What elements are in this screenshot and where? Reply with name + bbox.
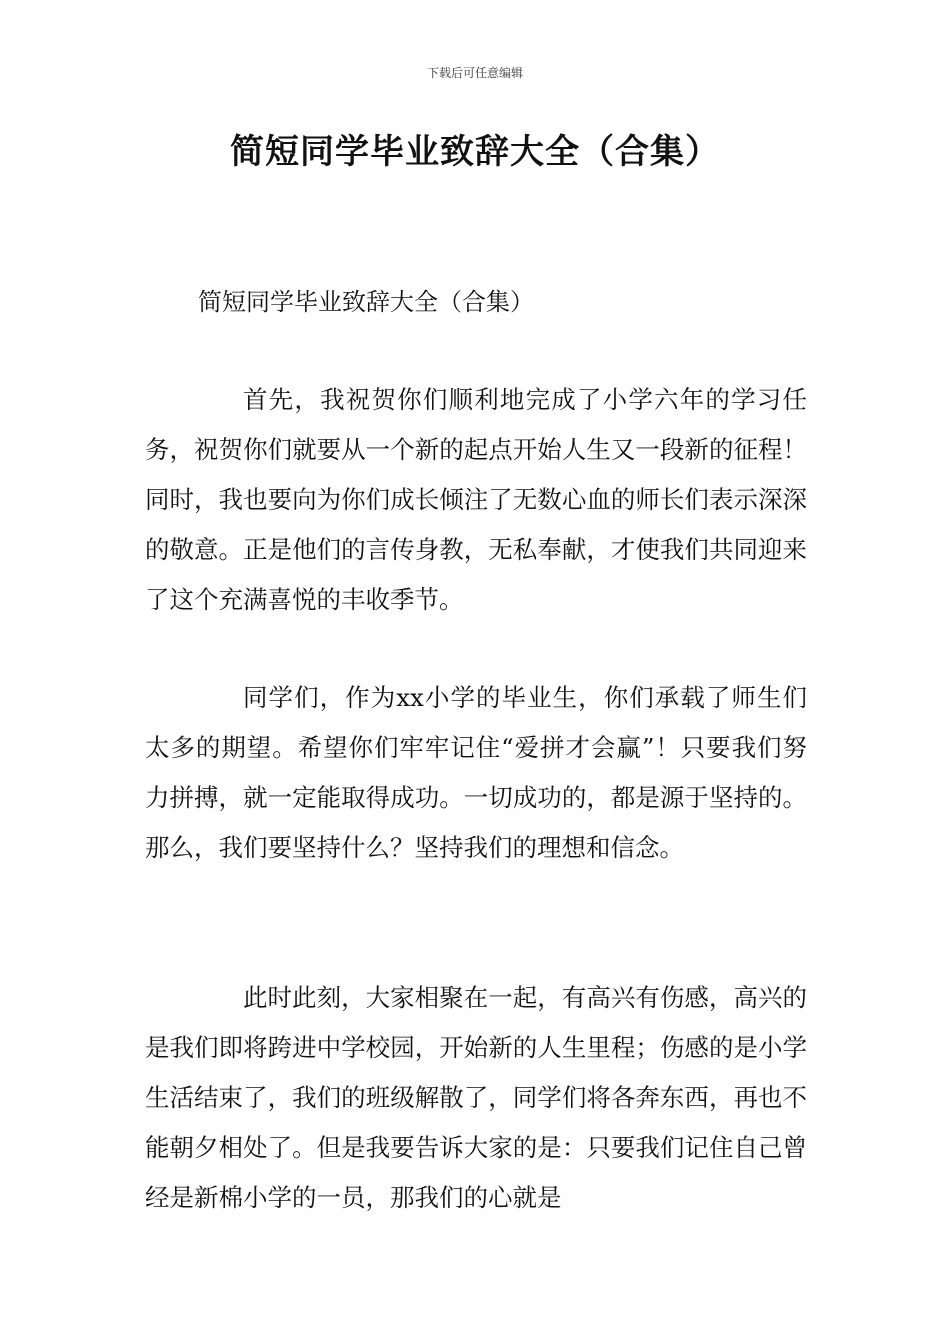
document-title: 简短同学毕业致辞大全（合集） [230, 132, 720, 172]
body-paragraph-2: 同学们，作为xx小学的毕业生，你们承载了师生们太多的期望。希望你们牢牢记住“爱拼才会赢”！只要我们努力拼搏，就一定能取得成功。一切成功的，都是源于坚持的。那么，我们要坚持什么？坚持我们的理想和信念。 [145, 683, 807, 862]
body-paragraph-1: 首先，我祝贺你们顺利地完成了小学六年的学习任务，祝贺你们就要从一个新的起点开始人生又一段新的征程！同时，我也要向为你们成长倾注了无数心血的师长们表示深深的敬意。正是他们的言传身教，无私奉献，才使我们共同迎来了这个充满喜悦的丰收季节。 [145, 385, 807, 614]
document-subtitle: 简短同学毕业致辞大全（合集） [198, 288, 534, 316]
body-paragraph-3: 此时此刻，大家相聚在一起，有高兴有伤感，高兴的是我们即将跨进中学校园，开始新的人生里程；伤感的是小学生活结束了，我们的班级解散了，同学们将各奔东西，再也不能朝夕相处了。但是我要告诉大家的是：只要我们记住自己曾经是新棉小学的一员，那我们的心就是 [145, 983, 807, 1212]
header-note: 下载后可任意编辑 [426, 66, 523, 80]
